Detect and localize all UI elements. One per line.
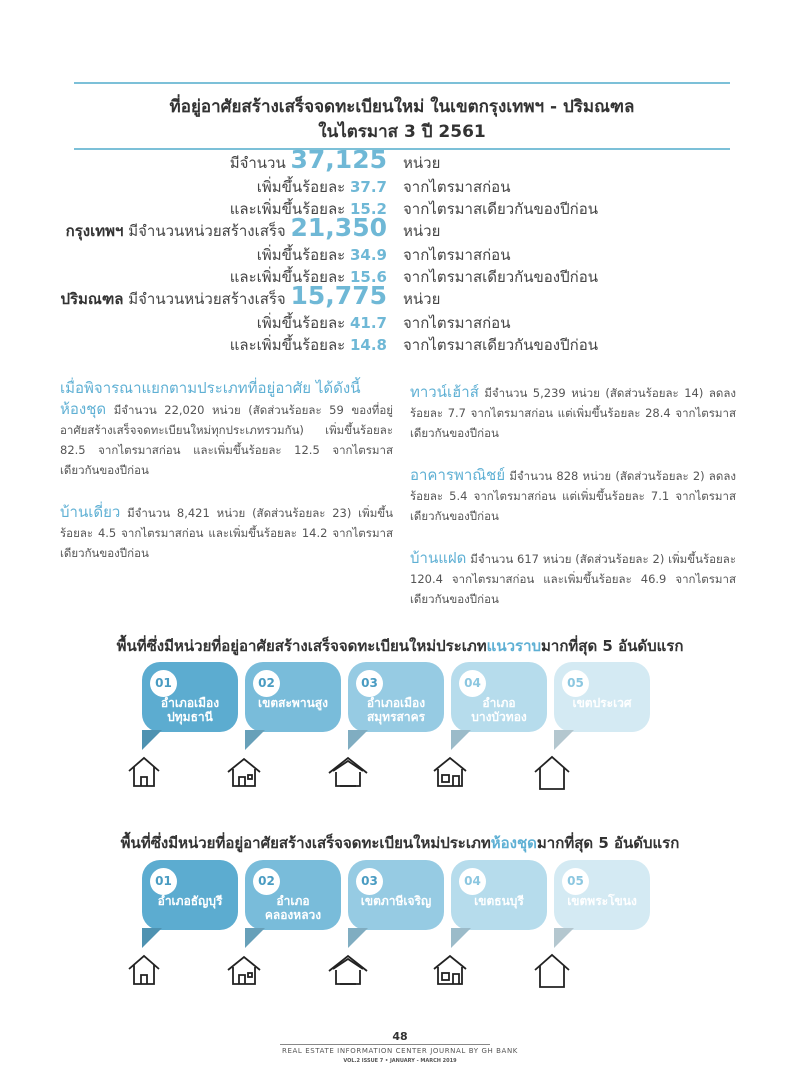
stat-label: มีจำนวนหน่วยสร้างเสร็จ <box>128 290 286 308</box>
house-icon <box>533 754 571 796</box>
yoy-value: 15.6 <box>349 268 387 286</box>
region-name: ปริมณฑล <box>60 290 124 308</box>
ranking-lowrise-title <box>0 634 800 658</box>
townhouse-paragraph <box>410 382 736 443</box>
area-name: อำเภอเมือง ปทุมธานี <box>160 696 220 724</box>
yoy-value: 14.8 <box>349 336 387 354</box>
condo-head: ห้องชุด <box>60 400 107 418</box>
yoy-text: จากไตรมาสเดียวกันของปีก่อน <box>403 268 598 286</box>
card-tail <box>142 928 162 948</box>
condo-paragraph <box>60 399 393 480</box>
ranking-card <box>451 662 547 732</box>
title-pre: พื้นที่ซึ่งมีหน่วยที่อยู่อาศัยสร้างเสร็จจดทะเบียนใหม่ประเภท <box>116 637 487 655</box>
area-name: เขตธนบุรี <box>474 894 524 908</box>
types-left-column <box>60 378 393 563</box>
commercial-body: มีจำนวน 828 หน่วย (สัดส่วนร้อยละ 2) ลดลงร้อยละ 5.4 จากไตรมาสก่อน แต่เพิ่มขึ้นร้อยละ 7.1 จากไตรมาสเดียวกันของปีก่อน <box>410 469 736 523</box>
rank-number: 03 <box>356 670 383 697</box>
qoq-text: จากไตรมาสก่อน <box>403 246 511 264</box>
twin-head: บ้านแฝด <box>410 549 467 567</box>
stat-label: มีจำนวน <box>229 154 286 172</box>
card-tail <box>554 730 574 750</box>
page-number: 48 <box>392 1030 408 1043</box>
stat-vicinity <box>0 281 800 311</box>
stat-unit: หน่วย <box>403 222 441 240</box>
stat-value: 37,125 <box>290 145 387 174</box>
house-icon <box>328 952 368 992</box>
card-tail <box>348 730 368 750</box>
ranking-card <box>348 662 444 732</box>
area-name: เขตประเวศ <box>572 696 632 710</box>
rank-number: 02 <box>253 868 280 895</box>
journal-name: REAL ESTATE INFORMATION CENTER JOURNAL BY GH BANK <box>282 1047 518 1055</box>
commercial-paragraph <box>410 465 736 526</box>
card-tail <box>451 928 471 948</box>
commercial-head: อาคารพาณิชย์ <box>410 466 506 484</box>
title-rule <box>74 148 730 150</box>
ranking-card <box>142 860 238 930</box>
region-name: กรุงเทพฯ <box>65 222 124 240</box>
twin-body: มีจำนวน 617 หน่วย (สัดส่วนร้อยละ 2) เพิ่มขึ้นร้อยละ 120.4 จากไตรมาสก่อน และเพิ่มขึ้นร้อยละ 46.9 จากไตรมาสเดียวกันของปีก่อน <box>410 552 736 606</box>
title-post: มากที่สุด 5 อันดับแรก <box>536 834 680 852</box>
twin-paragraph <box>410 548 736 609</box>
title-post: มากที่สุด 5 อันดับแรก <box>541 637 684 655</box>
card-tail <box>451 730 471 750</box>
title-pre: พื้นที่ซึ่งมีหน่วยที่อยู่อาศัยสร้างเสร็จจดทะเบียนใหม่ประเภท <box>120 834 491 852</box>
types-intro: เมื่อพิจารณาแยกตามประเภทที่อยู่อาศัย ได้ดังนี้ <box>60 379 361 397</box>
stat-total <box>0 145 800 175</box>
stat-bkk-qoq <box>0 244 800 267</box>
title-highlight: ห้องชุด <box>490 834 537 852</box>
rank-number: 04 <box>459 868 486 895</box>
yoy-label: และเพิ่มขึ้นร้อยละ <box>229 336 346 354</box>
rank-number: 04 <box>459 670 486 697</box>
house-icon <box>126 754 162 794</box>
ranking-card <box>142 662 238 732</box>
yoy-text: จากไตรมาสเดียวกันของปีก่อน <box>403 200 598 218</box>
area-name: อำเภอเมือง สมุทรสาคร <box>366 696 426 724</box>
rank-number: 03 <box>356 868 383 895</box>
area-name: เขตสะพานสูง <box>258 696 328 710</box>
ranking-card <box>554 860 650 930</box>
detached-body: มีจำนวน 8,421 หน่วย (สัดส่วนร้อยละ 23) เพิ่มขึ้นร้อยละ 4.5 จากไตรมาสก่อน และเพิ่มขึ้นร้อยละ 14.2 จากไตรมาสเดียวกันของปีก่อน <box>60 506 393 560</box>
yoy-label: และเพิ่มขึ้นร้อยละ <box>229 200 346 218</box>
yoy-text: จากไตรมาสเดียวกันของปีก่อน <box>403 336 598 354</box>
page-title: ที่อยู่อาศัยสร้างเสร็จจดทะเบียนใหม่ ในเขตกรุงเทพฯ - ปริมณฑล <box>169 97 635 117</box>
house-icon <box>432 754 468 794</box>
ranking-card <box>245 860 341 930</box>
townhouse-body: มีจำนวน 5,239 หน่วย (สัดส่วนร้อยละ 14) ลดลงร้อยละ 7.7 จากไตรมาสก่อน แต่เพิ่มขึ้นร้อยละ 28.4 จากไตรมาสเดียวกันของปีก่อน <box>410 386 736 440</box>
stat-bkk <box>0 213 800 243</box>
stat-unit: หน่วย <box>403 290 441 308</box>
qoq-label: เพิ่มขึ้นร้อยละ <box>256 246 346 264</box>
ranking-card <box>451 860 547 930</box>
ranking-card <box>554 662 650 732</box>
types-right-column <box>410 382 736 609</box>
ranking-card <box>348 860 444 930</box>
rank-number: 01 <box>150 868 177 895</box>
page-subtitle: ในไตรมาส 3 ปี 2561 <box>318 122 486 142</box>
house-icon <box>432 952 468 992</box>
yoy-value: 15.2 <box>349 200 387 218</box>
qoq-label: เพิ่มขึ้นร้อยละ <box>256 178 346 196</box>
area-name: อำเภอธัญบุรี <box>157 894 223 908</box>
qoq-value: 41.7 <box>349 314 387 332</box>
detached-head: บ้านเดี่ยว <box>60 503 121 521</box>
stat-label: มีจำนวนหน่วยสร้างเสร็จ <box>128 222 286 240</box>
qoq-text: จากไตรมาสก่อน <box>403 178 511 196</box>
title-highlight: แนวราบ <box>486 637 542 655</box>
card-tail <box>245 730 265 750</box>
stat-unit: หน่วย <box>403 154 441 172</box>
rank-number: 02 <box>253 670 280 697</box>
area-name: เขตภาษีเจริญ <box>360 894 432 908</box>
top-rule <box>74 82 730 84</box>
qoq-text: จากไตรมาสก่อน <box>403 314 511 332</box>
detached-paragraph <box>60 502 393 563</box>
ranking-card <box>245 662 341 732</box>
house-icon <box>226 952 262 992</box>
townhouse-head: ทาวน์เฮ้าส์ <box>410 383 479 401</box>
stat-vicinity-yoy <box>0 334 800 357</box>
card-tail <box>554 928 574 948</box>
house-icon <box>328 754 368 794</box>
area-name: อำเภอ คลองหลวง <box>264 894 322 922</box>
rank-number: 05 <box>562 670 589 697</box>
qoq-value: 37.7 <box>349 178 387 196</box>
rank-number: 05 <box>562 868 589 895</box>
footer-rule <box>280 1044 490 1045</box>
card-tail <box>245 928 265 948</box>
house-icon <box>126 952 162 992</box>
stat-value: 21,350 <box>290 213 387 242</box>
stat-total-qoq <box>0 176 800 199</box>
condo-body: มีจำนวน 22,020 หน่วย (สัดส่วนร้อยละ 59 ของที่อยู่อาศัยสร้างเสร็จจดทะเบียนใหม่ทุกประเภทรวมกัน) เพิ่มขึ้นร้อยละ 82.5 จากไตรมาสก่อน และเพิ่มขึ้นร้อยละ 12.5 จากไตรมาสเดียวกันของปีก่อน <box>60 403 393 477</box>
rank-number: 01 <box>150 670 177 697</box>
yoy-label: และเพิ่มขึ้นร้อยละ <box>229 268 346 286</box>
area-name: เขตพระโขนง <box>567 894 637 908</box>
stat-value: 15,775 <box>290 281 387 310</box>
area-name: อำเภอ บางบัวทอง <box>471 696 527 724</box>
stat-vicinity-qoq <box>0 312 800 335</box>
house-icon <box>533 952 571 994</box>
card-tail <box>348 928 368 948</box>
card-tail <box>142 730 162 750</box>
qoq-label: เพิ่มขึ้นร้อยละ <box>256 314 346 332</box>
house-icon <box>226 754 262 794</box>
qoq-value: 34.9 <box>349 246 387 264</box>
issue-info: VOL.2 ISSUE 7 • JANUARY - MARCH 2019 <box>343 1058 457 1064</box>
ranking-condo-title <box>0 831 800 855</box>
